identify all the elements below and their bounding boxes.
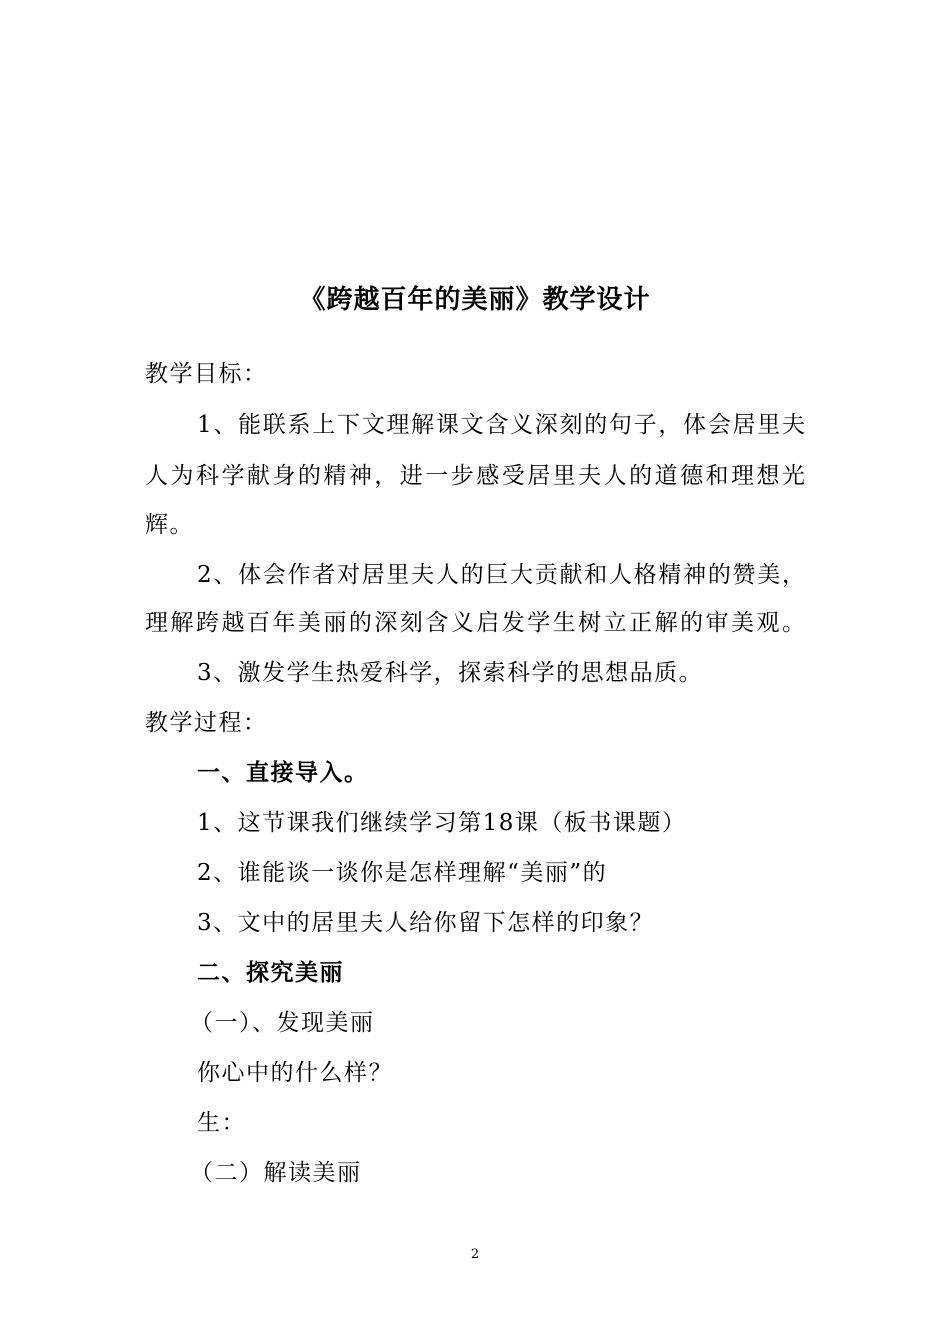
subsection-2-heading: （二）解读美丽 xyxy=(190,1160,362,1186)
objective-1-line-1: 1、能联系上下文理解课文含义深刻的句子，体会居里夫 xyxy=(197,412,805,438)
process-heading: 教学过程： xyxy=(145,710,268,736)
subsection-1-question: 你心中的什么样？ xyxy=(197,1060,393,1086)
section-1-heading: 一、直接导入。 xyxy=(197,760,369,786)
objective-1-line-2: 人为科学献身的精神，进一步感受居里夫人的道德和理想光 xyxy=(145,463,805,489)
objectives-heading: 教学目标： xyxy=(145,361,268,387)
section-2-heading: 二、探究美丽 xyxy=(197,960,344,986)
objective-1-line-3: 辉。 xyxy=(145,512,194,538)
section-1-item-2: 2、谁能谈一谈你是怎样理解“美丽”的 xyxy=(197,860,608,886)
objective-2-line-1: 2、体会作者对居里夫人的巨大贡献和人格精神的赞美， xyxy=(197,562,805,588)
section-1-item-3: 3、文中的居里夫人给你留下怎样的印象？ xyxy=(197,910,655,936)
subsection-1-answer: 生： xyxy=(197,1110,246,1136)
page-number: 2 xyxy=(470,1247,480,1262)
section-1-item-1: 1、这节课我们继续学习第18课（板书课题） xyxy=(197,810,687,836)
subsection-1-heading: （一）、发现美丽 xyxy=(190,1010,375,1036)
document-title: 《跨越百年的美丽》教学设计 xyxy=(299,285,651,315)
objective-3: 3、激发学生热爱科学，探索科学的思想品质。 xyxy=(197,660,704,686)
objective-2-line-2: 理解跨越百年美丽的深刻含义启发学生树立正解的审美观。 xyxy=(145,610,805,636)
